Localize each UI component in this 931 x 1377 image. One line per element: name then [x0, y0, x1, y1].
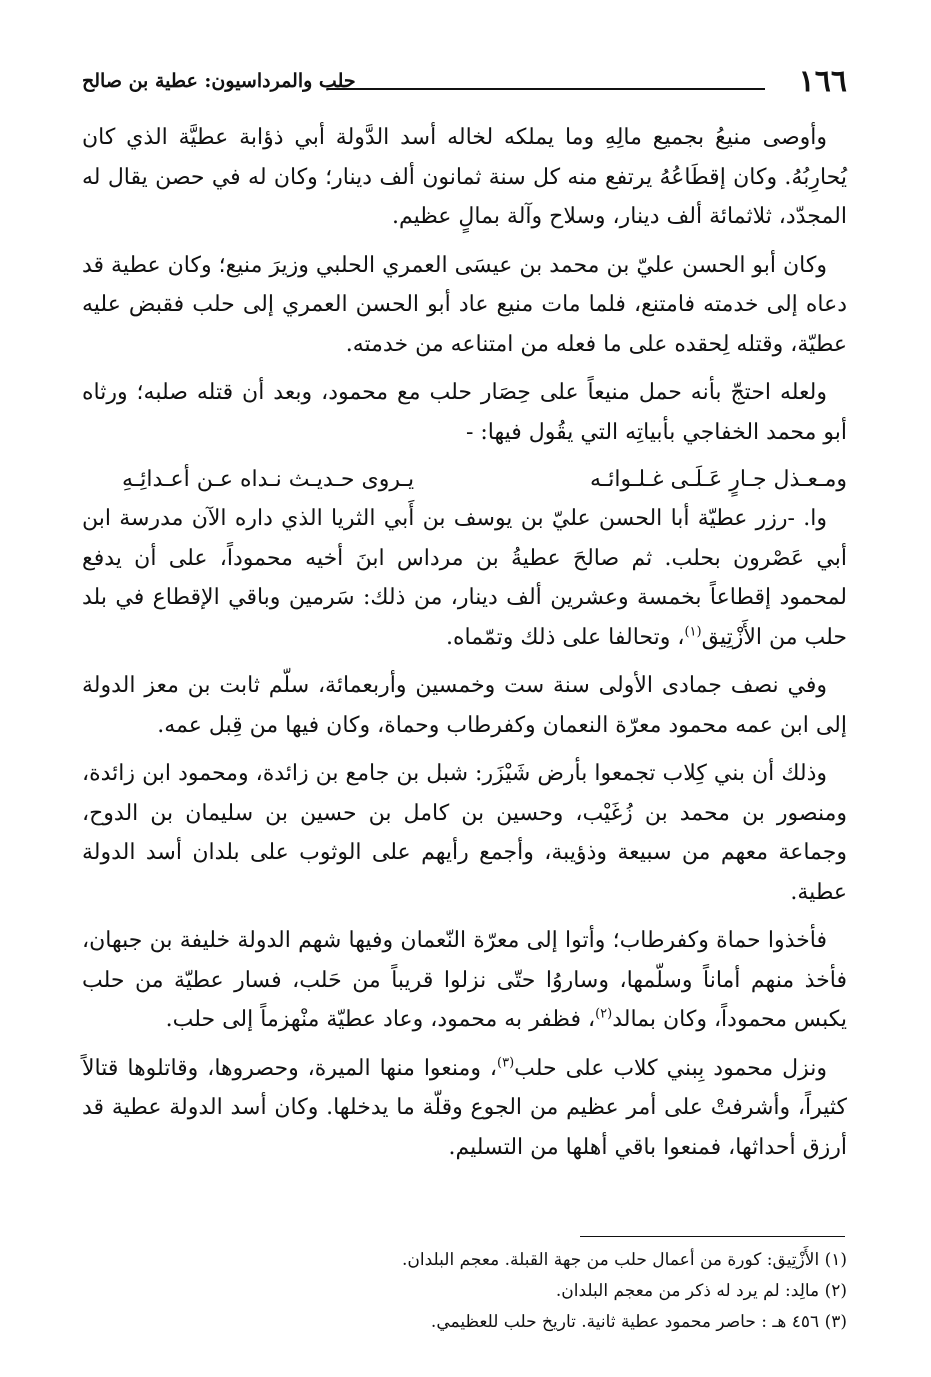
paragraph: [82, 1049, 847, 1168]
footnote: (٣) ٤٥٦ هـ : حاصر محمود عطية ثانية. تاريخ حلب للعظيمي.: [430, 1312, 847, 1332]
paragraph: [82, 921, 847, 1040]
footnote-ref: (١): [684, 624, 702, 640]
page-header: [82, 62, 847, 102]
paragraph-text: فأخذوا حماة وكفرطاب؛ وأتوا إلى معرّة النّعمان وفيها شهم الدولة خليفة بن جبهان، فأخذ منهم أماناً وسلّمها، وساروُا حتّى نزلوا قريباً من حَلب، فسار عطيّة من حلب يكبس محموداً، وكان بمالد: [82, 928, 847, 1032]
poem-verse: [82, 461, 847, 499]
verse-hemistich-first: ومـعـذل جـارٍ عَـلَـى غـلـوائـه: [590, 467, 847, 492]
footnote-ref: (٣): [497, 1055, 515, 1071]
paragraph: وأوصى منيعُ بجميع مالِهِ وما يملكه لخاله أسد الدَّولة أبي ذؤابة عطيَّة الذي كان يُحارِبُهُ. وكان إقطَاعُهُ يرتفع منه كل سنة ثمانون ألف دينار؛ وكان له في حصن يقال له المجدّد، ثلاثمائة ألف دينار، وسلاح وآلة بمالٍ عظيم.: [82, 125, 847, 229]
paragraph: [82, 499, 847, 657]
paragraph-text: ، ومنعوا منها الميرة، وحصروها، وقاتلوها قتالاً كثيراً، وأشرفتْ على أمر عظيم من الجوع وقلّة ما يدخلها. وكان أسد الدولة عطية قد أرزق أحداثها، فمنعوا باقي أهلها من التسليم.: [82, 1055, 848, 1160]
paragraph-text: ونزل محمود بِبني كلاب على حلب: [514, 1055, 828, 1081]
header-rule: [327, 88, 765, 90]
running-title: حلب والمرداسيون: عطية بن صالح: [82, 70, 356, 92]
paragraph-text: ، فظفر به محمود، وعاد عطيّة منْهزماً إلى حلب.: [165, 1007, 596, 1032]
paragraph-text: ، وتحالفا على ذلك وتمّماه.: [445, 624, 685, 650]
footnote-ref: (٢): [595, 1006, 613, 1022]
footnotes: [82, 1245, 847, 1338]
footnote: (١) الأَزْتِيق: كورة من أعمال حلب من جهة القبلة. معجم البلدان.: [401, 1250, 847, 1270]
verse-hemistich-second: يـروى حـديـث نـداه عـن أعـدائِـهِ: [122, 467, 415, 492]
main-text: [82, 118, 847, 1176]
footnote: (٢) مالِد: لم يرد له ذكر من معجم البلدان.: [555, 1281, 847, 1301]
paragraph-text: وا. -رزر عطيّة أبا الحسن عليّ بن يوسف بن أَبي الثريا الذي داره الآن مدرسة ابن أبي عَصْرون بحلب. ثم صالحَ عطيةُ بن مرداس ابنَ أخيه محموداً، على أن يدفع لمحمود إقطاعاً بخمسة وعشرين ألف دينار، من ذلك: سَرمين وباقي الإقطاع في بلد حلب من الأَزْتِيق: [82, 506, 847, 650]
footnote-rule: [580, 1236, 845, 1237]
page-number: ١٦٦: [798, 64, 847, 99]
paragraph: وذلك أن بني كِلاب تجمعوا بأرض شَيْزَر: شبل بن جامع بن زائدة، ومحمود ابن زائدة، ومنصور بن محمد بن زُغَيْب، وحسين بن كامل بن حسين بن سليمان بن الدوح، وجماعة معهم من سبيعة وذؤيبة، وأجمع رأيهم على الوثوب على بلدان أسد الدولة عطية.: [82, 761, 847, 905]
paragraph: ولعله احتجّ بأنه حمل منيعاً على حِصَار حلب مع محمود، وبعد أن قتله صلبه؛ ورثاه أبو محمد الخفاجي بأبياتِه التي يقُول فيها: -: [82, 380, 847, 445]
paragraph: وفي نصف جمادى الأولى سنة ست وخمسين وأربعمائة، سلّم ثابت بن معز الدولة إلى ابن عمه محمود معرّة النعمان وكفرطاب وحماة، وكان فيها من قِبل عمه.: [82, 673, 847, 738]
paragraph: وكان أبو الحسن عليّ بن محمد بن عيسَى العمري الحلبي وزيرَ منيع؛ وكان عطية قد دعاه إلى خدمته فامتنع، فلما مات منيع عاد أبو الحسن العمري إلى حلب فقبض عليه عطيّة، وقتله لِحقده على ما فعله من امتناعه من خدمته.: [81, 252, 847, 357]
